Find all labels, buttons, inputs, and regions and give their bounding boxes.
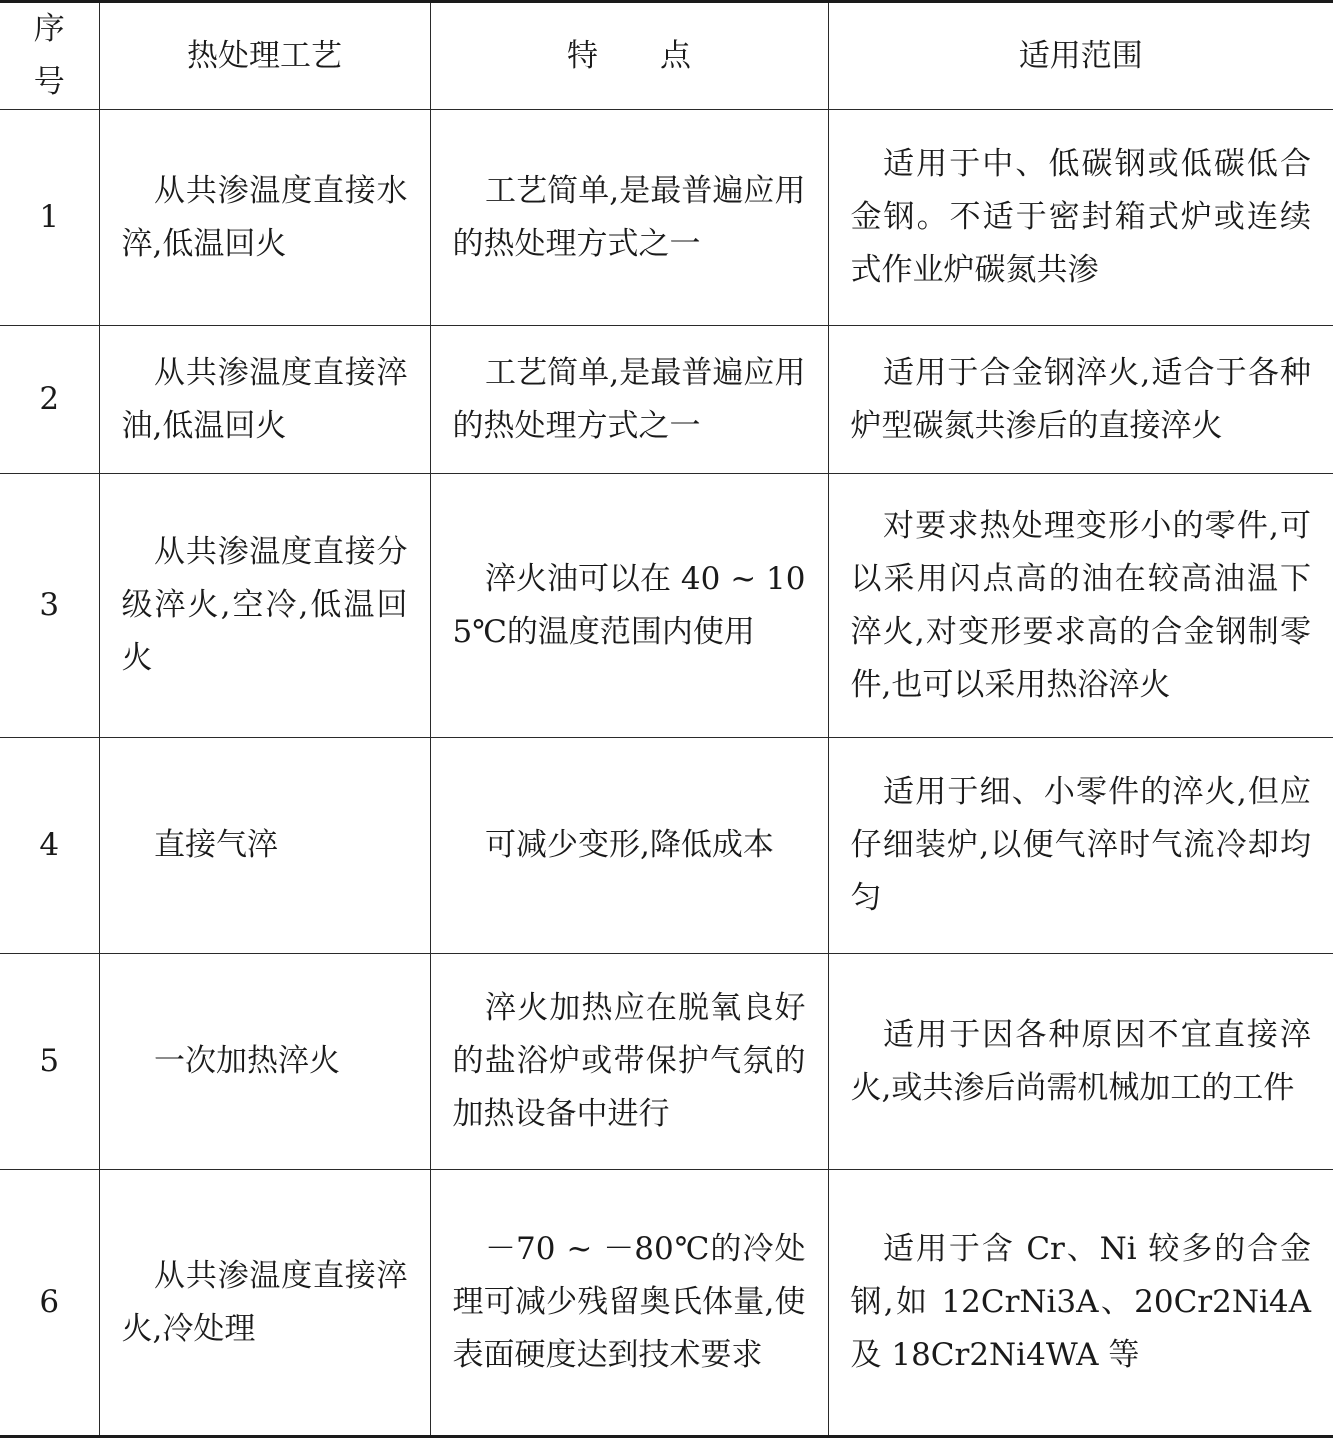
row-process: 从共渗温度直接淬火,冷处理 bbox=[99, 1170, 430, 1437]
row-feature: －70 ~ －80℃的冷处理可减少残留奥氏体量,使表面硬度达到技术要求 bbox=[430, 1170, 828, 1437]
table-row bbox=[0, 954, 1333, 1170]
row-scope: 适用于细、小零件的淬火,但应仔细装炉,以便气淬时气流冷却均匀 bbox=[828, 738, 1333, 954]
row-process: 从共渗温度直接分级淬火,空冷,低温回火 bbox=[99, 474, 430, 738]
header-no: 序号 bbox=[0, 2, 99, 110]
row-number: 4 bbox=[0, 738, 99, 954]
row-feature: 工艺简单,是最普遍应用的热处理方式之一 bbox=[430, 326, 828, 474]
row-scope: 适用于合金钢淬火,适合于各种炉型碳氮共渗后的直接淬火 bbox=[828, 326, 1333, 474]
header-scope: 适用范围 bbox=[828, 2, 1333, 110]
row-process: 从共渗温度直接水淬,低温回火 bbox=[99, 110, 430, 326]
row-feature: 淬火油可以在 40 ~ 105℃的温度范围内使用 bbox=[430, 474, 828, 738]
row-process: 从共渗温度直接淬油,低温回火 bbox=[99, 326, 430, 474]
row-number: 1 bbox=[0, 110, 99, 326]
table-row bbox=[0, 326, 1333, 474]
row-number: 3 bbox=[0, 474, 99, 738]
header-process: 热处理工艺 bbox=[99, 2, 430, 110]
row-feature: 可减少变形,降低成本 bbox=[430, 738, 828, 954]
row-scope: 适用于因各种原因不宜直接淬火,或共渗后尚需机械加工的工件 bbox=[828, 954, 1333, 1170]
table-row bbox=[0, 738, 1333, 954]
row-feature: 淬火加热应在脱氧良好的盐浴炉或带保护气氛的加热设备中进行 bbox=[430, 954, 828, 1170]
table-header-row bbox=[0, 2, 1333, 110]
row-number: 2 bbox=[0, 326, 99, 474]
table-row bbox=[0, 1170, 1333, 1437]
row-process: 直接气淬 bbox=[99, 738, 430, 954]
row-scope: 适用于含 Cr、Ni 较多的合金钢,如 12CrNi3A、20Cr2Ni4A 及 18Cr2Ni4WA 等 bbox=[828, 1170, 1333, 1437]
table-row bbox=[0, 110, 1333, 326]
row-scope: 适用于中、低碳钢或低碳低合金钢。不适于密封箱式炉或连续式作业炉碳氮共渗 bbox=[828, 110, 1333, 326]
header-feature: 特 点 bbox=[430, 2, 828, 110]
row-feature: 工艺简单,是最普遍应用的热处理方式之一 bbox=[430, 110, 828, 326]
row-process: 一次加热淬火 bbox=[99, 954, 430, 1170]
row-scope: 对要求热处理变形小的零件,可以采用闪点高的油在较高油温下淬火,对变形要求高的合金钢制零件,也可以采用热浴淬火 bbox=[828, 474, 1333, 738]
row-number: 5 bbox=[0, 954, 99, 1170]
row-number: 6 bbox=[0, 1170, 99, 1437]
table-row bbox=[0, 474, 1333, 738]
